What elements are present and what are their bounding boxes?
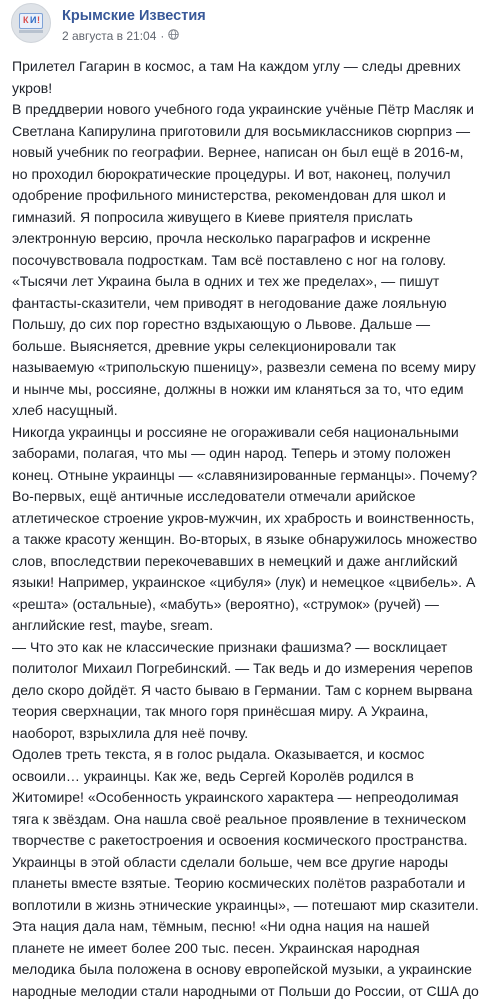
post-text-line: хлеб насущный.	[12, 400, 492, 422]
meta-separator: ·	[160, 29, 164, 43]
post-text-line: конец. Отныне украинцы — «славянизированные германцы». Почему?	[12, 465, 492, 487]
post-timestamp[interactable]: 2 августа в 21:04	[62, 29, 156, 43]
post-text-line: Светлана Капирулина приготовили для восьмиклассников сюрприз —	[12, 121, 492, 143]
post-text-line: и нынче мы, россияне, должны в ножки им кланяться за то, что едим	[12, 379, 492, 401]
post-text-line: английские rest, maybe, sream.	[12, 615, 492, 637]
post-text-line: Одолев треть текста, я в голос рыдала. Оказывается, и космос	[12, 744, 492, 766]
post-text-line: гимназий. Я попросила живущего в Киеве приятеля прислать	[12, 207, 492, 229]
post-text-line: В преддверии нового учебного года украинские учёные Пётр Масляк и	[12, 99, 492, 121]
post-text-line: языки! Например, украинское «цибуля» (лук) и немецкое «цвибель». А	[12, 572, 492, 594]
post-text-line: электронную версию, прочла несколько параграфов и искренне	[12, 228, 492, 250]
post-text-line: Во-первых, ещё античные исследователи отмечали арийское	[12, 486, 492, 508]
post-meta	[62, 29, 179, 43]
post-text-line: но проходил бюрократические процедуры. И вот, наконец, получил	[12, 164, 492, 186]
post-text-line: воплотили в жизнь этнические украинцы», — потешают мир сказители.	[12, 895, 492, 917]
post-text-line: заборами, полагая, что мы — один народ. Теперь и этому положен	[12, 443, 492, 465]
avatar-letter: К	[23, 15, 29, 25]
post-text-line: творчестве с ракетостроения и освоения космического пространства.	[12, 830, 492, 852]
page-avatar[interactable]	[11, 3, 51, 43]
avatar-logo-base	[19, 30, 43, 33]
post-text-line: фантасты-сказители, чем приводят в негодование даже лояльную	[12, 293, 492, 315]
post-text-line: Прилетел Гагарин в космос, а там На каждом углу — следы древних	[12, 56, 492, 78]
post-text-line: планете не имеет более 200 тыс. песен. Украинская народная	[12, 938, 492, 960]
post-text-line: одобрение профильного министерства, рекомендован для школ и	[12, 185, 492, 207]
post-text-line: Эта нация дала нам, тёмным, песню! «Ни одна нация на нашей	[12, 916, 492, 938]
post-text-line: Никогда украинцы и россияне не огораживали себя национальными	[12, 422, 492, 444]
post-text-line: новый учебник по географии. Вернее, написан он был ещё в 2016-м,	[12, 142, 492, 164]
post-text-line: — Что это как не классические признаки фашизма? — восклицает	[12, 637, 492, 659]
post-text-line: атлетическое строение укров-мужчин, их храбрость и воинственность,	[12, 508, 492, 530]
post-text-line: народные мелодии стали народными от Польши до России, от США до	[12, 981, 492, 1002]
post-text-line: мелодика была положена в основу европейской музыки, а украинские	[12, 959, 492, 981]
post-text-line: планеты вместе взятые. Теорию космических полётов разработали и	[12, 873, 492, 895]
avatar-letter: !	[37, 15, 40, 25]
post-text-line: Житомире! «Особенность украинского характера — непреодолимая	[12, 787, 492, 809]
post-text-line: тяга к звёздам. Она нашла своё реальное проявление в техническом	[12, 809, 492, 831]
post-text-line: освоили… украинцы. Как же, ведь Сергей Королёв родился в	[12, 766, 492, 788]
post-text-line: теория сверхнации, так много горя принёсшая миру. А Украина,	[12, 701, 492, 723]
post-text-line: политолог Михаил Погребинский. — Так ведь и до измерения черепов	[12, 658, 492, 680]
post-text-line: «Тысячи лет Украина была в одних и тех же пределах», — пишут	[12, 271, 492, 293]
post-body-text	[12, 56, 492, 1002]
post-text-line: Польшу, до сих пор горестно вздыхающую о Львове. Дальше —	[12, 314, 492, 336]
globe-icon[interactable]	[168, 29, 179, 43]
post-text-line: дело скоро дойдёт. Я часто бываю в Германии. Там с корнем вырвана	[12, 680, 492, 702]
post-text-line: «решта» (остальные), «мабуть» (вероятно), «струмок» (ручей) —	[12, 594, 492, 616]
post-header	[0, 0, 497, 52]
post-text-line: посочувствовала подросткам. Там всё поставлено с ног на голову.	[12, 250, 492, 272]
avatar-letter: И	[30, 15, 36, 25]
post-text-line: называемую «трипольскую пшеницу», развезли семена по всему миру	[12, 357, 492, 379]
post-text-line: а также красоту женщин. Во-вторых, в языке обнаружилось множество	[12, 529, 492, 551]
post-text-line: слов, впоследствии перекочевавших в немецкий и даже английский	[12, 551, 492, 573]
page-name-link[interactable]: Крымские Известия	[62, 8, 206, 24]
post-text-line: Украинцы в этой области сделали больше, чем все другие народы	[12, 852, 492, 874]
post-text-line: укров!	[12, 78, 492, 100]
post-text-line: наоборот, взрыхлила для неё почву.	[12, 723, 492, 745]
post-text-line: больше. Выясняется, древние укры селекционировали так	[12, 336, 492, 358]
